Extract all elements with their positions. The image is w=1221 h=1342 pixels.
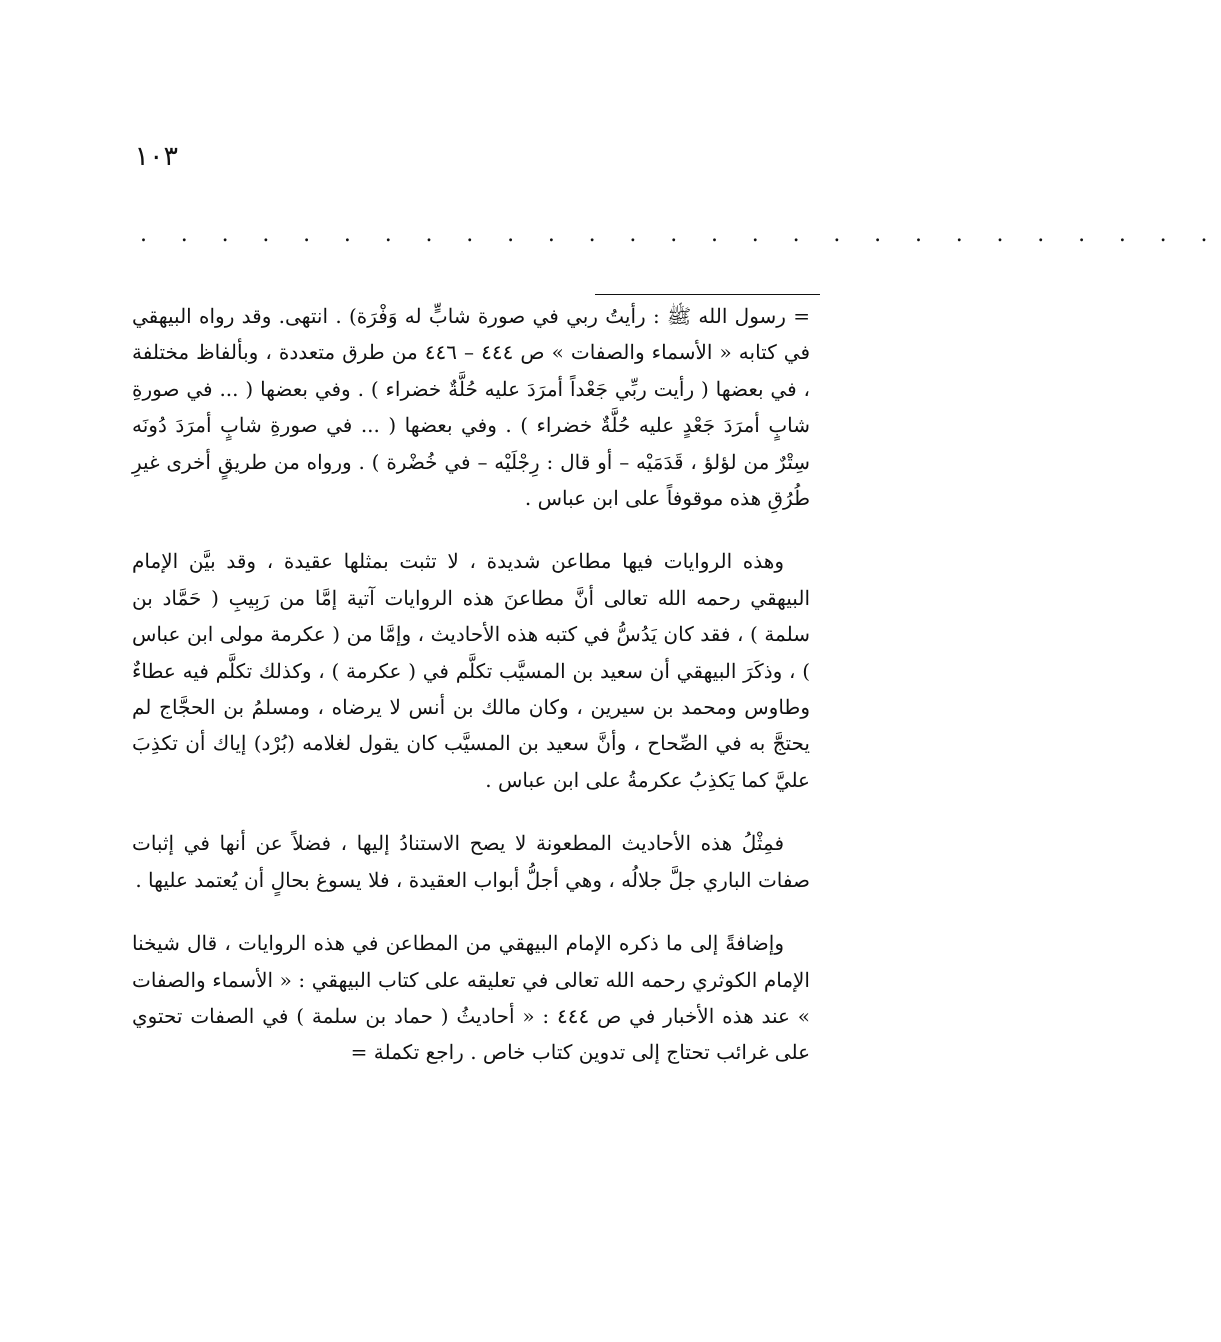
paragraph-conclusion: فمِثْلُ هذه الأحاديث المطعونة لا يصح الاستنادُ إليها ، فضلاً عن أنها في إثبات صفات الباري جلَّ جلالُه ، وهي أجلُّ أبواب العقيدة ، فلا يسوغ بحالٍ أن يُعتمد عليها . (132, 831, 810, 892)
footnote-rule (595, 294, 820, 295)
paragraph-narrations-criticism: وهذه الروايات فيها مطاعن شديدة ، لا تثبت بمثلها عقيدة ، وقد بيَّن الإمام البيهقي رحمه الله تعالى أنَّ مطاعنَ هذه الروايات آتية إمَّا من رَبِيبِ ( حَمَّاد بن سلمة ) ، فقد كان يَدُسُّ في كتبه هذه الأحاديث ، وإمَّا من ( عكرمة مولى ابن عباس ) ، وذكَرَ البيهقي أن سعيد بن المسيَّب تكلَّم في ( عكرمة ) ، وكذلك تكلَّم فيه عطاءٌ وطاوس ومحمد بن سيرين ، وكان مالك بن أنس لا يرضاه ، ومسلمُ بن الحجَّاج لم يحتجَّ به في الصِّحاح ، وأنَّ سعيد بن المسيَّب كان يقول لغلامه (بُرْد) إياك أن تكذِبَ عليَّ كما يَكذِبُ عكرمةُ على ابن عباس . (132, 549, 811, 792)
paragraph-kawthari-comment: وإضافةً إلى ما ذكره الإمام البيهقي من المطاعن في هذه الروايات ، قال شيخنا الإمام الكوثري رحمه الله تعالى في تعليقه على كتاب البيهقي : « الأسماء والصفات » عند هذه الأخبار في ص ٤٤٤ : « أحاديثُ ( حماد بن سلمة ) في الصفات تحتوي على غرائب تحتاج إلى تدوين كتاب خاص . راجع تكملة = (132, 931, 810, 1065)
dotted-separator: . . . . . . . . . . . . . . . . . . . . . . . . . . . (140, 222, 1221, 247)
footnote-continuation-paragraph: = رسول الله ﷺ : رأيتُ ربي في صورة شابٍّ له وَفْرَة) . انتهى. وقد رواه البيهقي في كتابه « الأسماء والصفات » ص ٤٤٤ – ٤٤٦ من طرق متعددة ، وبألفاظ مختلفة ، في بعضها ( رأيت ربِّي جَعْداً أمرَدَ عليه حُلَّةٌ خضراء ) . وفي بعضها ( ... في صورةِ شابٍ أمرَدَ جَعْدٍ عليه حُلَّةٌ خضراء ) . وفي بعضها ( ... في صورةِ شابٍ أمرَدَ دُونَه سِتْرٌ من لؤلؤ ، قَدَمَيْه – أو قال : رِجْلَيْه – في خُضْرة ) . ورواه من طريقٍ أخرى غيرِ طُرُقِ هذه موقوفاً على ابن عباس . (132, 304, 811, 511)
page-number: ١٠٣ (134, 141, 178, 172)
page-body (132, 298, 810, 1071)
